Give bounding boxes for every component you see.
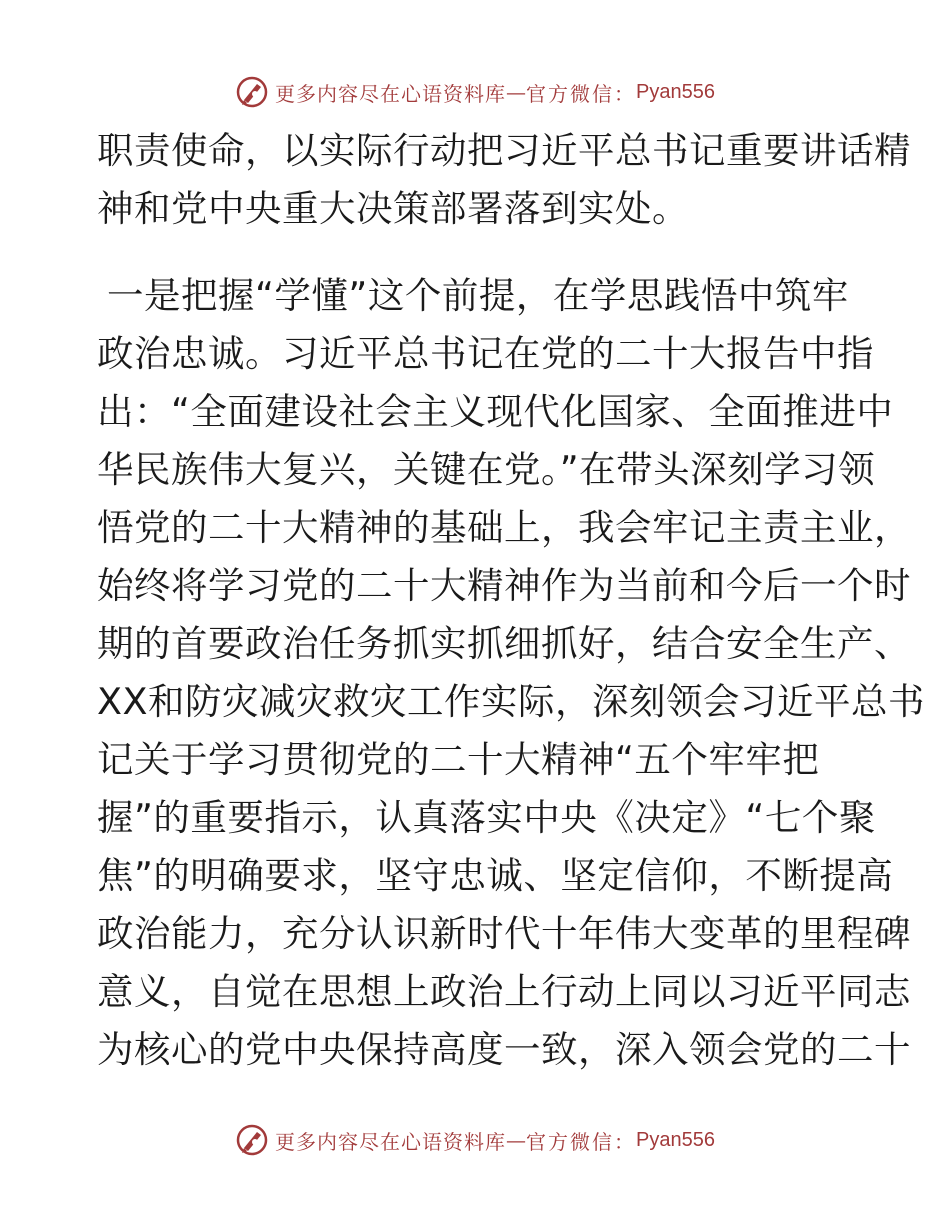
text-line: 焦”的明确要求，坚守忠诚、坚定信仰，不断提高	[97, 854, 894, 897]
banner-separator: —	[506, 1128, 527, 1152]
text-line: 一是把握“学懂”这个前提，在学思践悟中筑牢	[107, 274, 849, 317]
text-line: XX和防灾减灾救灾工作实际，深刻领会习近平总书	[97, 680, 926, 723]
text-line: 出：“全面建设社会主义现代化国家、全面推进中	[97, 390, 894, 433]
text-line: 华民族伟大复兴，关键在党。”在带头深刻学习领	[97, 448, 876, 491]
text-line: 意义，自觉在思想上政治上行动上同以习近平同志	[97, 970, 911, 1013]
paragraph-1	[97, 122, 911, 238]
text-line: 政治能力，充分认识新时代十年伟大变革的里程碑	[97, 912, 911, 955]
text-line: 神和党中央重大决策部署落到实处。	[97, 187, 689, 230]
text-line: 记关于学习贯彻党的二十大精神“五个牢牢把	[97, 738, 820, 781]
pen-logo-icon	[235, 1123, 269, 1157]
text-line: 职责使命，以实际行动把习近平总书记重要讲话精	[97, 129, 911, 172]
banner-wechat-label: 官方微信：	[526, 81, 637, 106]
banner-site-text: 更多内容尽在心语资料库	[275, 81, 507, 106]
text-line: 政治忠诚。习近平总书记在党的二十大报告中指	[97, 332, 874, 375]
banner-separator: —	[506, 80, 527, 104]
header-watermark-banner	[0, 70, 950, 114]
text-line: 悟党的二十大精神的基础上，我会牢记主责主业，	[97, 506, 911, 549]
text-line: 期的首要政治任务抓实抓细抓好，结合安全生产、	[97, 622, 911, 665]
pen-logo-icon	[235, 75, 269, 109]
banner-wechat-label: 官方微信：	[526, 1129, 637, 1154]
text-line: 始终将学习党的二十大精神作为当前和今后一个时	[97, 564, 911, 607]
footer-watermark-banner	[0, 1118, 950, 1162]
text-line: 握”的重要指示，认真落实中央《决定》“七个聚	[97, 796, 876, 839]
banner-site-text: 更多内容尽在心语资料库	[275, 1129, 507, 1154]
text-line: 为核心的党中央保持高度一致，深入领会党的二十	[97, 1028, 911, 1071]
banner-wechat-id: Pyan556	[636, 80, 715, 103]
paragraph-2	[97, 267, 926, 1079]
document-body	[97, 122, 926, 1079]
banner-wechat-id: Pyan556	[636, 1128, 715, 1151]
